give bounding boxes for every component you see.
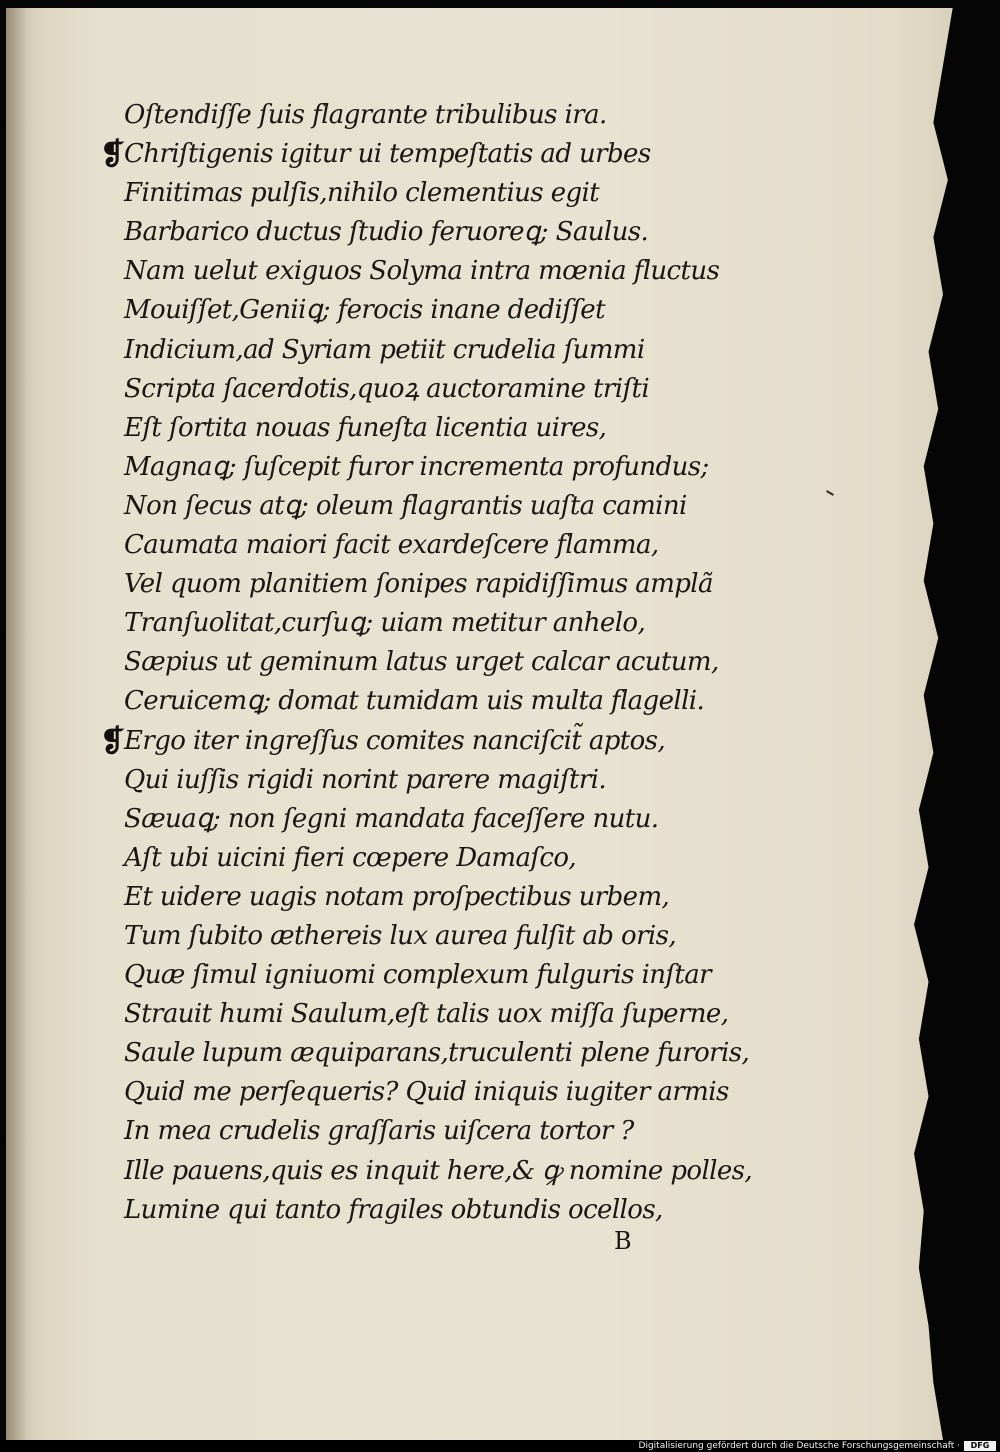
verse-line-text: Nam uelut exiguos Solyma intra mœnia fluctus xyxy=(124,256,720,287)
verse-line xyxy=(100,1191,740,1230)
verse-line xyxy=(100,761,740,800)
verse-line-text: Ille pauens,quis es inquit here,& ꝙ nomine polles, xyxy=(124,1155,753,1186)
verse-line xyxy=(100,448,740,487)
verse-line xyxy=(100,96,740,135)
verse-line-text: Sæpius ut geminum latus urget calcar acutum, xyxy=(124,647,719,678)
verse-line-text: Caumata maiori facit exardeſcere flamma, xyxy=(124,530,659,561)
verse-line xyxy=(100,409,740,448)
verse-line xyxy=(100,917,740,956)
verse-line-text: Qui iuſſis rigidi norint parere magiſtri. xyxy=(124,764,607,795)
dfg-logo-icon: DFG xyxy=(964,1441,996,1451)
pilcrow-icon: ❡ xyxy=(100,723,125,759)
verse-line xyxy=(100,800,740,839)
verse-line xyxy=(100,1034,750,1073)
verse-line-text: Saule lupum æquiparans,truculenti plene furoris, xyxy=(124,1038,750,1069)
verse-line-text: Magnaꝗ; ſuſcepit furor incrementa profundus; xyxy=(124,451,709,482)
verse-line-text: Barbarico ductus ſtudio feruoreꝗ; Saulus. xyxy=(124,217,649,248)
verse-line xyxy=(100,565,740,604)
verse-line-text: Scripta ſacerdotis,quoꝝ auctoramine triſti xyxy=(124,373,650,404)
verse-line xyxy=(100,995,740,1034)
verse-line-text: Ceruicemꝗ; domat tumidam uis multa flagelli. xyxy=(124,686,705,717)
verse-line-text: Tum ſubito æthereis lux aurea fulſit ab oris, xyxy=(124,920,677,951)
signature-mark: B xyxy=(614,1227,632,1255)
verse-line-text: Finitimas pulſis,nihilo clementius egit xyxy=(124,178,600,209)
verse-line-text: Chriſtigenis igitur ui tempeſtatis ad urbes xyxy=(124,139,651,170)
verse-line-text: Tranſuolitat,curſuꝗ; uiam metitur anhelo, xyxy=(124,608,646,639)
verse-line xyxy=(100,956,740,995)
verse-line-text: Eſt ſortita nouas funeſta licentia uires, xyxy=(124,412,607,443)
verse-line xyxy=(100,252,740,291)
verse-line-text: Quæ ſimul igniuomi complexum fulguris inſtar xyxy=(124,960,711,991)
verse-line-text: Ergo iter ingreſſus comites nanciſcit̃ aptos, xyxy=(124,725,666,756)
verse-line xyxy=(100,839,740,878)
verse-line-text: Mouiſſet,Geniiꝗ; ferocis inane dediſſet xyxy=(124,295,605,326)
verse-line xyxy=(100,1112,740,1151)
verse-line-text: Oſtendiſſe ſuis flagrante tribulibus ira. xyxy=(124,100,607,130)
verse-line xyxy=(100,331,740,370)
verse-line xyxy=(100,722,740,761)
verse-text-block xyxy=(100,96,753,1230)
verse-line-text: In mea crudelis graſſaris uiſcera tortor ? xyxy=(124,1116,634,1147)
verse-line xyxy=(100,174,740,213)
verse-line-text: Lumine qui tanto fragiles obtundis ocellos, xyxy=(124,1194,663,1225)
verse-line xyxy=(100,682,740,721)
pilcrow-icon: ❡ xyxy=(100,137,125,173)
verse-line-text: Aſt ubi uicini fieri cœpere Damaſco, xyxy=(124,842,577,873)
verse-line xyxy=(100,291,740,330)
verse-line xyxy=(100,643,740,682)
verse-line xyxy=(100,370,740,409)
verse-line xyxy=(100,604,740,643)
verse-line-text: Et uidere uagis notam proſpectibus urbem, xyxy=(124,881,670,912)
verse-line xyxy=(100,487,740,526)
verse-line-text: Quid me perſequeris? Quid iniquis iugiter armis xyxy=(124,1077,729,1108)
verse-line-text: Sæuaꝗ; non ſegni mandata faceſſere nutu. xyxy=(124,803,659,834)
verse-line xyxy=(100,1073,740,1112)
verse-line xyxy=(100,878,740,917)
funding-credit: Digitalisierung gefördert durch die Deutsche Forschungsgemeinschaft · xyxy=(638,1441,960,1451)
verse-line-text: Indicium,ad Syriam petiit crudelia ſummi xyxy=(124,334,645,365)
page-gutter-shadow xyxy=(6,8,28,1440)
verse-line-text: Vel quom planitiem ſonipes rapidiſſimus amplã xyxy=(124,569,713,600)
footer-bar xyxy=(0,1440,1000,1452)
verse-line-text: Strauit humi Saulum,eſt talis uox miſſa ſuperne, xyxy=(124,999,729,1030)
verse-line xyxy=(100,213,740,252)
verse-line xyxy=(100,1152,753,1191)
verse-line-text: Non ſecus atꝗ; oleum flagrantis uaſta camini xyxy=(124,490,687,521)
verse-line xyxy=(100,526,740,565)
verse-line xyxy=(100,135,740,174)
